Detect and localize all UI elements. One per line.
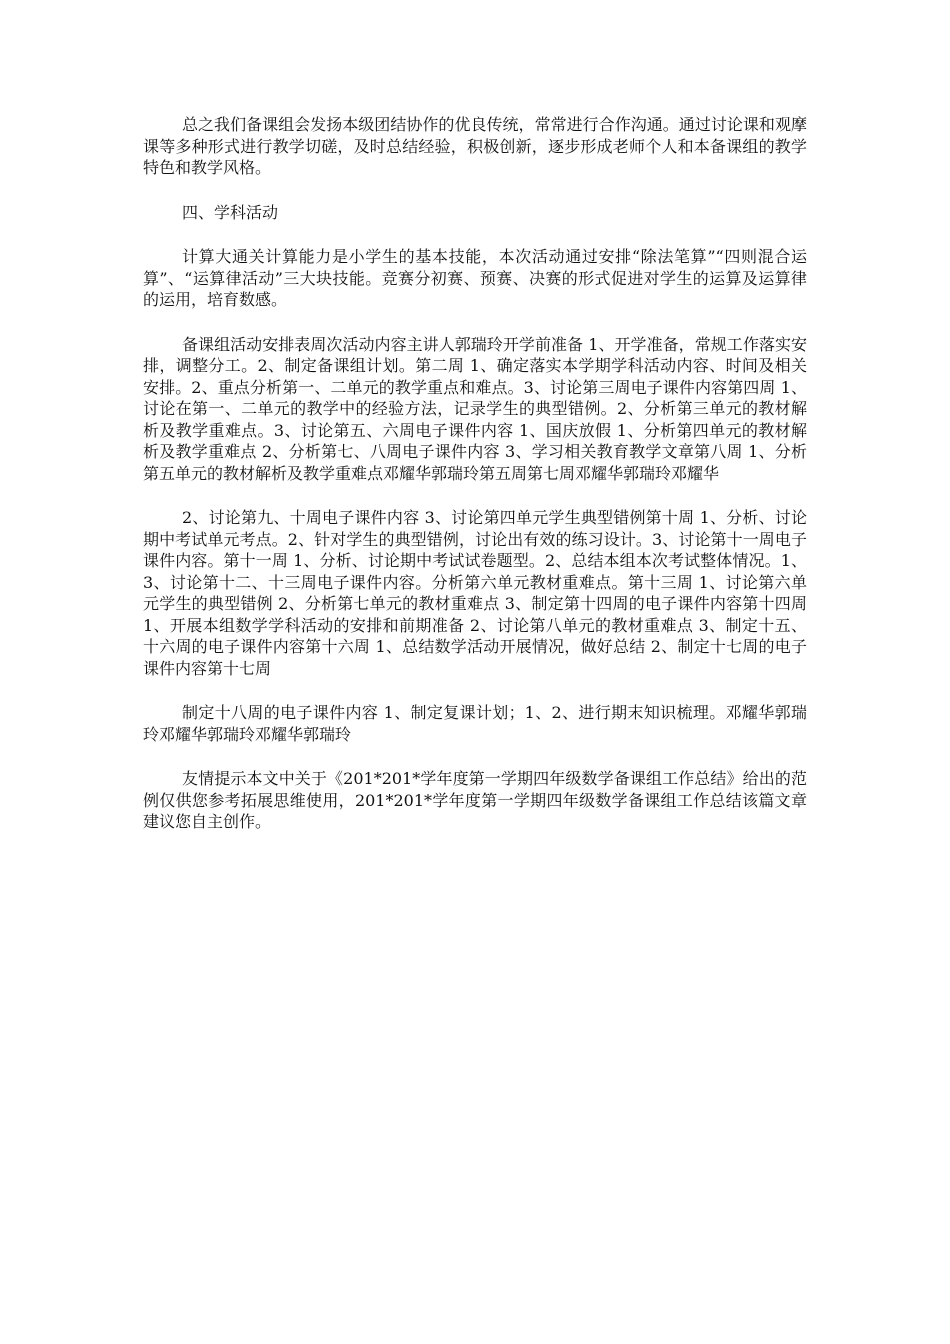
paragraph-summary: 总之我们备课组会发扬本级团结协作的优良传统，常常进行合作沟通。通过讨论课和观摩课等多种形式进行教学切磋，及时总结经验，积极创新，逐步形成老师个人和本备课组的教学特色和教学风格。 xyxy=(143,115,807,177)
paragraph-schedule-part-1: 备课组活动安排表周次活动内容主讲人郭瑞玲开学前准备 1、开学准备，常规工作落实安排，调整分工。2、制定备课组计划。第二周 1、确定落实本学期学科活动内容、时间及相关安排。2、重点分析第一、二单元的教学重点和难点。3、讨论第三周电子课件内容第四周 1、讨论在第一、二单元的教学中的经验方法，记录学生的典型错例。2、分析第三单元的教材解析及教学重难点。3、讨论第五、六周电子课件内容 1、国庆放假 1、分析第四单元的教材解析及教学重难点 2、分析第七、八周电子课件内容 3、学习相关教育教学文章第八周 1、分析第五单元的教材解析及教学重难点邓耀华郭瑞玲第五周第七周邓耀华郭瑞玲邓耀华 xyxy=(143,334,807,483)
paragraph-schedule-part-2: 2、讨论第九、十周电子课件内容 3、讨论第四单元学生典型错例第十周 1、分析、讨论期中考试单元考点。2、针对学生的典型错例，讨论出有效的练习设计。3、讨论第十一周电子课件内容。第十一周 1、分析、讨论期中考试试卷题型。2、总结本组本次考试整体情况。1、3、讨论第十二、十三周电子课件内容。分析第六单元教材重难点。第十三周 1、讨论第六单元学生的典型错例 2、分析第七单元的教材重难点 3、制定第十四周的电子课件内容第十四周 1、开展本组数学学科活动的安排和前期准备 2、讨论第八单元的教材重难点 3、制定十五、十六周的电子课件内容第十六周 1、总结数学活动开展情况，做好总结 2、制定十七周的电子课件内容第十七周 xyxy=(143,508,807,678)
paragraph-calculation-activity: 计算大通关计算能力是小学生的基本技能，本次活动通过安排“除法笔算”“四则混合运算”、“运算律活动”三大块技能。竞赛分初赛、预赛、决赛的形式促进对学生的运算及运算律的运用，培育数感。 xyxy=(143,247,807,309)
section-heading-subject-activities: 四、学科活动 xyxy=(182,202,279,222)
paragraph-schedule-part-3: 制定十八周的电子课件内容 1、制定复课计划；1、2、进行期末知识梳理。邓耀华郭瑞玲邓耀华郭瑞玲邓耀华郭瑞玲 xyxy=(143,703,807,744)
document-body xyxy=(143,114,807,856)
paragraph-disclaimer: 友情提示本文中关于《201*201*学年度第一学期四年级数学备课组工作总结》给出的范例仅供您参考拓展思维使用，201*201*学年度第一学期四年级数学备课组工作总结该篇文章建议您自主创作。 xyxy=(143,769,807,831)
